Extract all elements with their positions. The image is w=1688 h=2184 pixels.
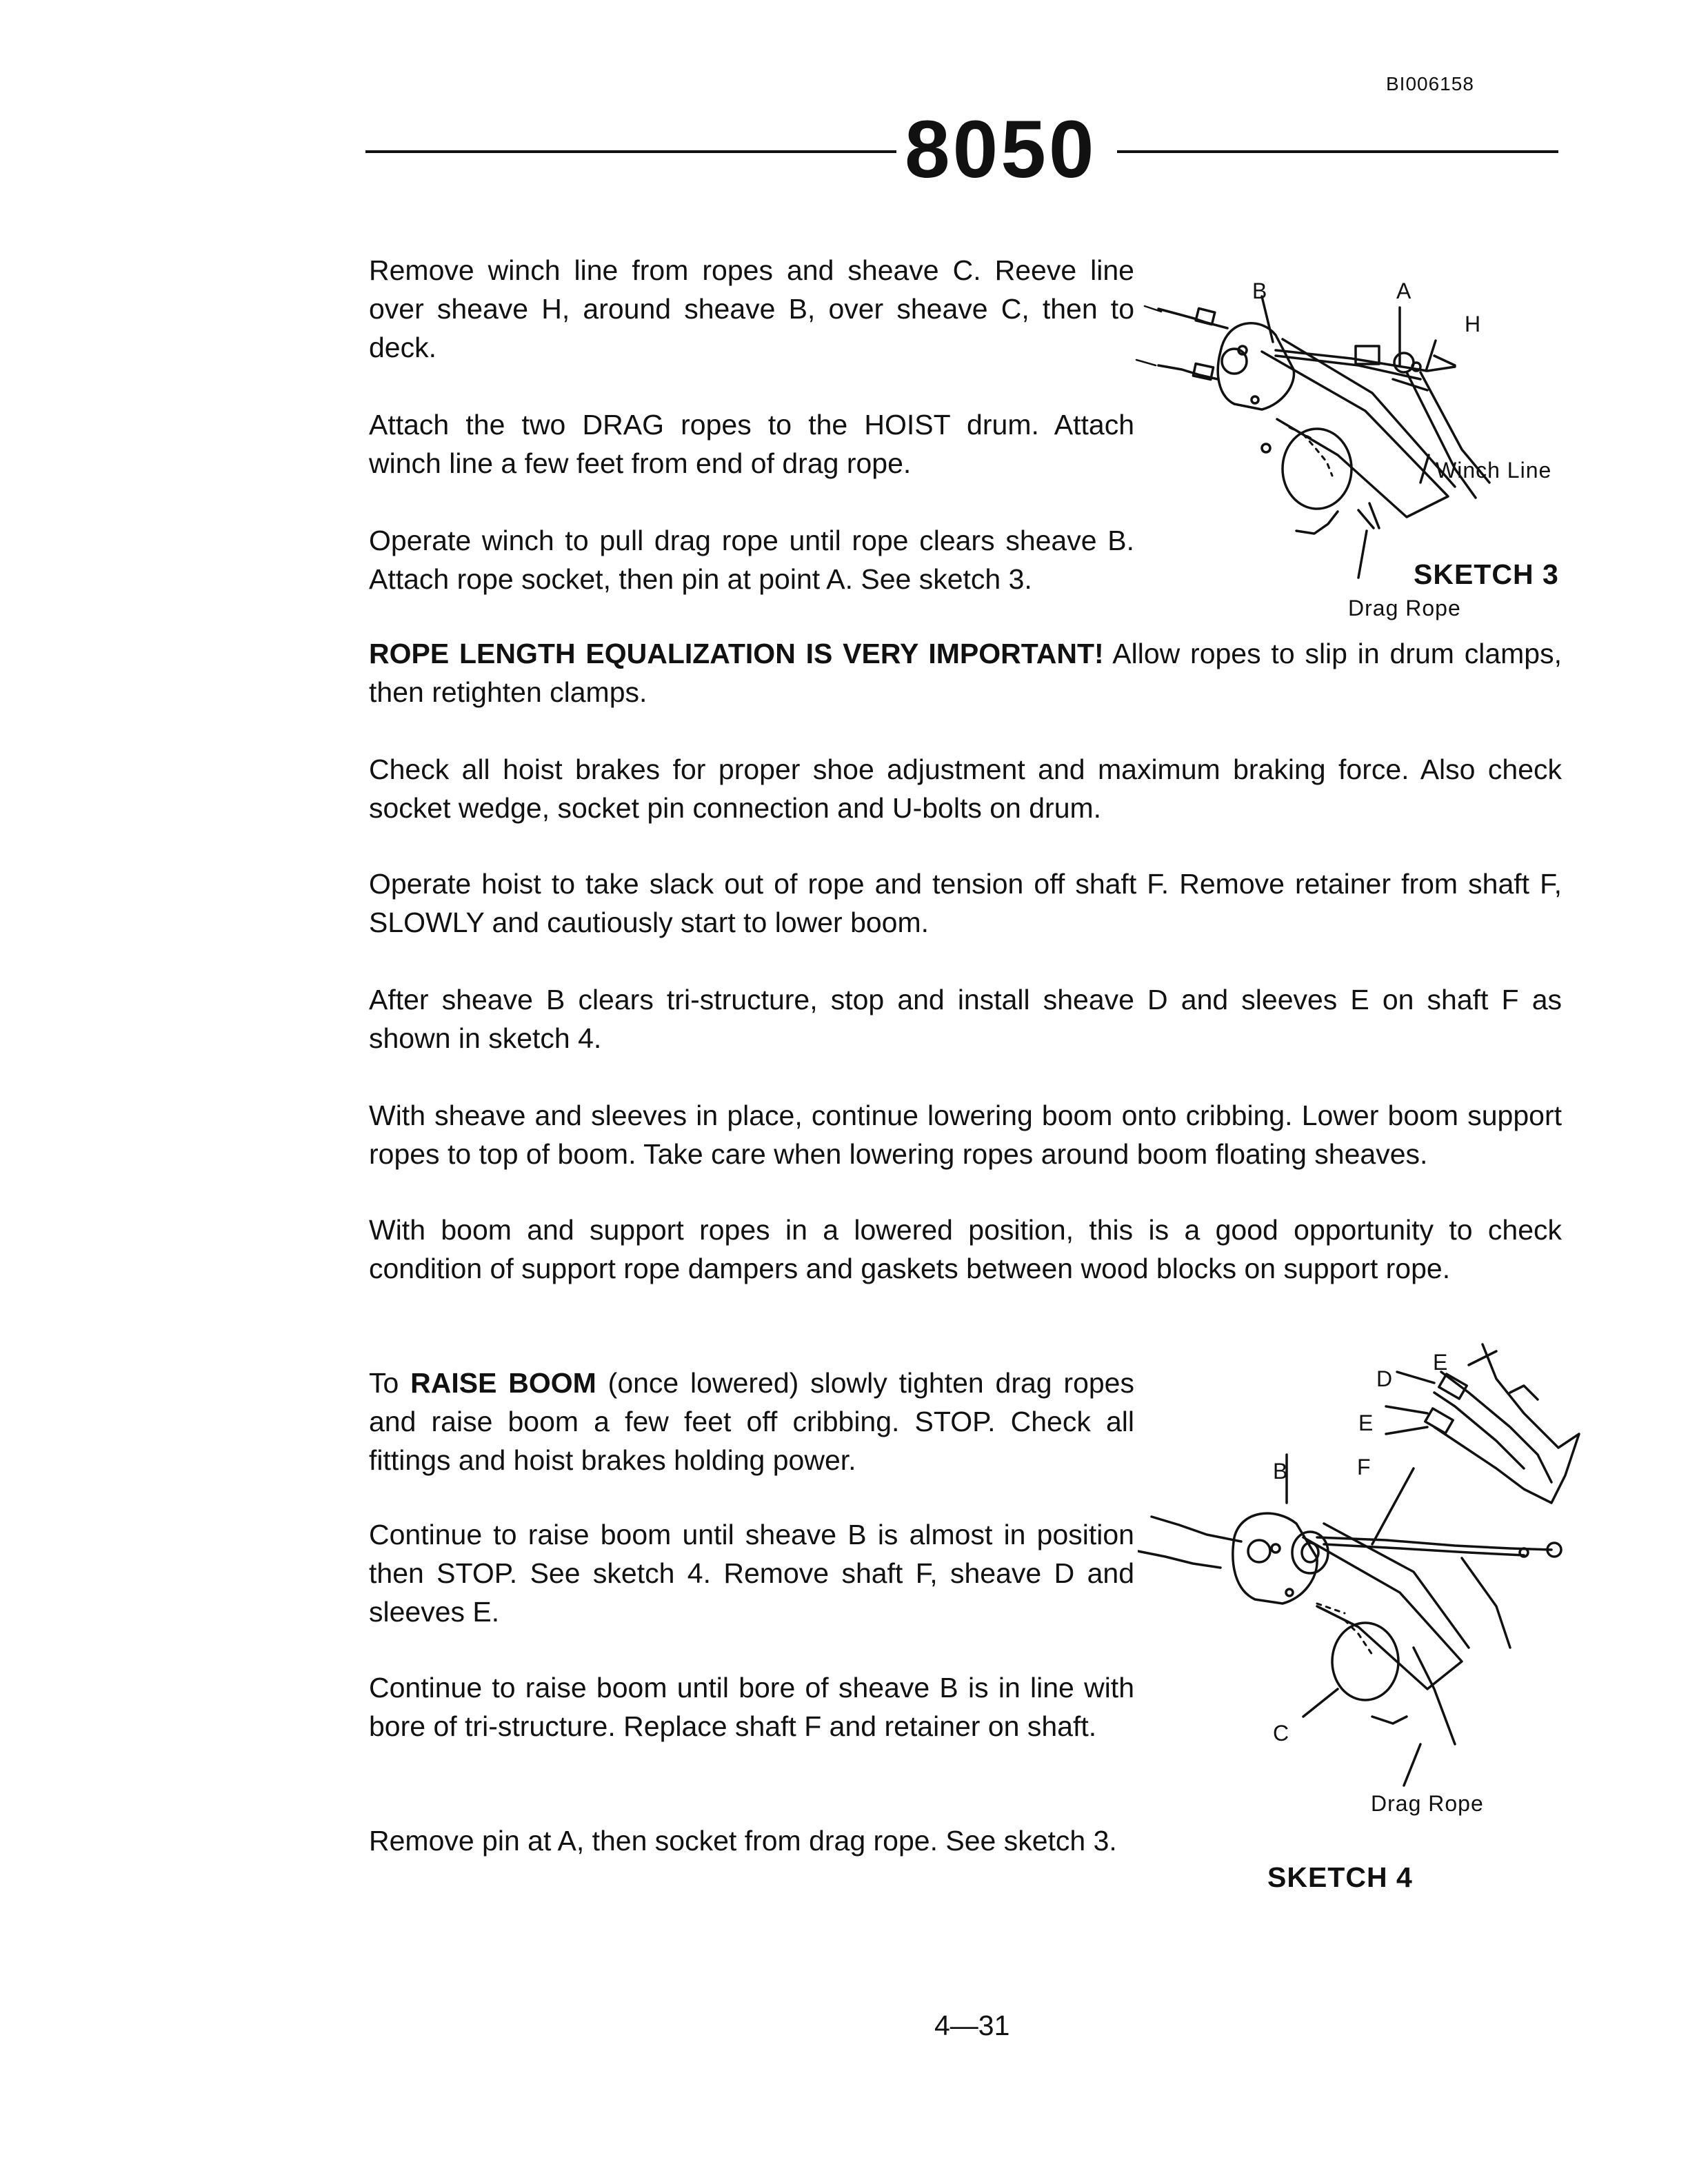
sketch-4-label-drag-rope: Drag Rope — [1371, 1791, 1484, 1816]
sketch-4-label-d: D — [1376, 1366, 1394, 1391]
sketch-4-label-f: F — [1357, 1455, 1372, 1479]
sketch-3-label-winch-line: Winch Line — [1436, 458, 1552, 483]
sketch-3-label-drag-rope: Drag Rope — [1348, 596, 1461, 620]
paragraph-remove-pin: Remove pin at A, then socket from drag rope. See sketch 3. — [369, 1825, 1117, 1857]
raise-boom-heading: RAISE BOOM — [410, 1367, 596, 1399]
model-number: 8050 — [905, 104, 1097, 195]
header-rule-left — [365, 150, 896, 153]
rope-equalization-text: Allow ropes to slip in drum clamps, then retighten clamps. — [369, 638, 1562, 708]
raise-boom-text: (once lowered) slowly tighten drag ropes and raise boom a few feet off cribbing. STOP. Check all fittings and hoist brakes holding power. — [369, 1367, 1134, 1476]
sketch-4-label-e-top: E — [1433, 1350, 1449, 1375]
header-rule-right — [1117, 150, 1558, 153]
sketch-4-title: SKETCH 4 — [1267, 1861, 1413, 1893]
sketch-3-drawing — [1131, 269, 1558, 586]
paragraph-continue-raise: Continue to raise boom until sheave B is almost in position then STOP. See sketch 4. Remove shaft F, sheave D and sleeves E. — [369, 1519, 1134, 1628]
paragraph-reeve-line: Remove winch line from ropes and sheave C. Reeve line over sheave H, around sheave B, over sheave C, then to deck. — [369, 254, 1134, 363]
paragraph-lower-boom: With sheave and sleeves in place, continue lowering boom onto cribbing. Lower boom support ropes to top of boom. Take care when lowering ropes around boom floating sheaves. — [369, 1100, 1562, 1170]
paragraph-attach-drag-ropes: Attach the two DRAG ropes to the HOIST drum. Attach winch line a few feet from end of drag rope. — [369, 409, 1134, 479]
sketch-3-label-h: H — [1465, 312, 1482, 336]
paragraph-replace-shaft: Continue to raise boom until bore of sheave B is in line with bore of tri-structure. Replace shaft F and retainer on shaft. — [369, 1672, 1134, 1742]
paragraph-operate-hoist: Operate hoist to take slack out of rope and tension off shaft F. Remove retainer from shaft F, SLOWLY and cautiously start to lower boom. — [369, 868, 1562, 938]
document-id: BI006158 — [1386, 73, 1474, 94]
paragraph-operate-winch: Operate winch to pull drag rope until rope clears sheave B. Attach rope socket, then pin at point A. See sketch 3. — [369, 525, 1134, 595]
page-number: 4—31 — [934, 2010, 1010, 2041]
rope-equalization-warning: ROPE LENGTH EQUALIZATION IS VERY IMPORTANT! — [369, 638, 1104, 669]
sketch-4-drawing — [1138, 1331, 1593, 1813]
raise-boom-prefix: To — [369, 1367, 411, 1399]
paragraph-check-brakes: Check all hoist brakes for proper shoe adjustment and maximum braking force. Also check socket wedge, socket pin connection and U-bolts on drum. — [369, 754, 1562, 824]
paragraph-raise-boom — [369, 1364, 1134, 1479]
sketch-4-label-b: B — [1273, 1459, 1289, 1484]
sketch-3-label-b: B — [1252, 279, 1268, 303]
sketch-3-title: SKETCH 3 — [1414, 558, 1559, 590]
sketch-3-label-a: A — [1396, 279, 1412, 303]
sketch-4-label-e-mid: E — [1358, 1410, 1374, 1435]
paragraph-rope-equalization — [369, 634, 1562, 711]
paragraph-check-dampers: With boom and support ropes in a lowered position, this is a good opportunity to check condition of support rope dampers and gaskets between wood blocks on support rope. — [369, 1214, 1562, 1284]
sketch-4-label-c: C — [1273, 1721, 1290, 1746]
paragraph-install-sheave: After sheave B clears tri-structure, stop and install sheave D and sleeves E on shaft F as shown in sketch 4. — [369, 984, 1562, 1054]
